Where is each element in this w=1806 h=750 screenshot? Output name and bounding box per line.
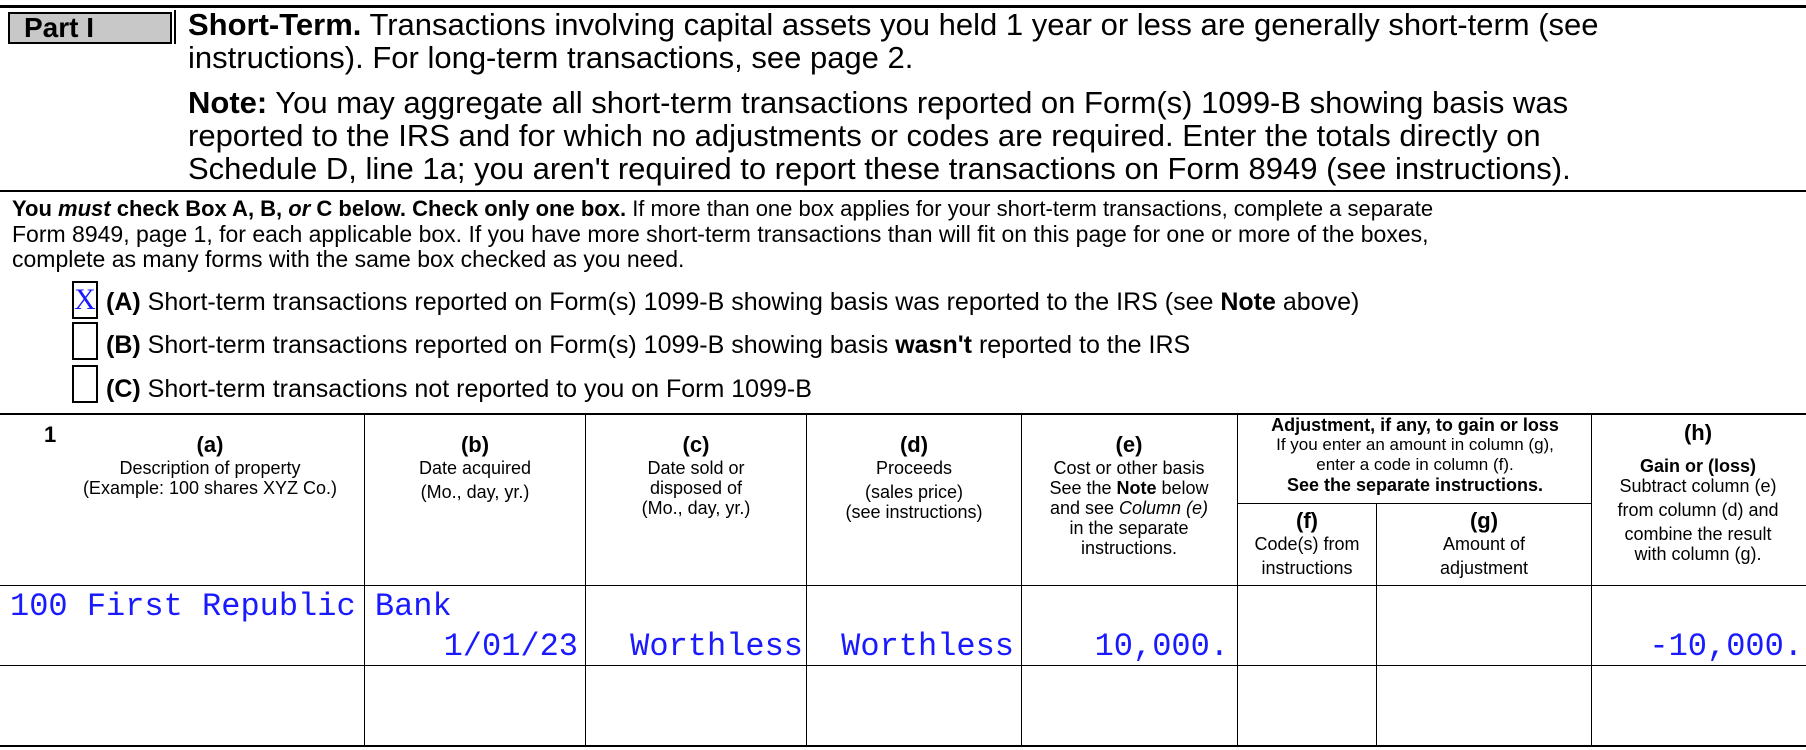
instruction-line3: complete as many forms with the same box checked as you need. [12, 246, 685, 272]
table-row-rule [0, 665, 1806, 666]
col-e-header: (e) Cost or other basis See the Note below and see Column (e) in the separate instructions. [1049, 432, 1209, 558]
instruction-line1: You must check Box A, B, or C below. Check only one box. If more than one box applies for your short-term transactions, complete a separate [12, 196, 1434, 221]
col-c-header: (c) Date sold or disposed of (Mo., day, yr.) [641, 432, 751, 518]
checkbox-a-label: (A) Short-term transactions reported on Form(s) 1099-B showing basis was reported to the IRS (see Note above) [106, 288, 1360, 316]
checkbox-c-label: (C) Short-term transactions not reported to you on Form 1099-B [106, 375, 812, 403]
row1-cost-basis[interactable]: 10,000. [1094, 628, 1229, 665]
col-f-header: (f) Code(s) from instructions [1254, 508, 1360, 578]
checkbox-b-label: (B) Short-term transactions reported on Form(s) 1099-B showing basis wasn't reported to the IRS [106, 331, 1191, 359]
col-divider-e [1021, 413, 1022, 747]
col-b-header: (b) Date acquired (Mo., day, yr.) [418, 432, 532, 502]
table-bottom-rule [0, 745, 1806, 747]
adjustment-subrule [1237, 503, 1591, 504]
col-divider-d [806, 413, 807, 747]
title-text: Transactions involving capital assets you held 1 year or less are generally short-term (see [361, 7, 1599, 42]
section-rule [0, 190, 1806, 192]
note-line1: Note: You may aggregate all short-term transactions reported on Form(s) 1099-B showing basis was [188, 85, 1569, 120]
adjustment-header: Adjustment, if any, to gain or loss If you enter an amount in column (g), enter a code in column (f). See the separate instructions. [1271, 415, 1559, 495]
row1-proceeds[interactable]: Worthless [841, 628, 1014, 665]
section-title-line2: instructions). For long-term transactions, see page 2. [188, 40, 914, 75]
note-line3: Schedule D, line 1a; you aren't required to report these transactions on Form 8949 (see instructions). [188, 151, 1571, 186]
line-number: 1 [44, 422, 57, 447]
col-a-header: (a) Description of property (Example: 100 shares XYZ Co.) [82, 432, 338, 498]
col-h-header: (h) Gain or (loss) Subtract column (e) from column (d) and combine the result with column (g). [1617, 420, 1779, 564]
row1-date-sold[interactable]: Worthless [630, 628, 803, 665]
row1-description[interactable]: 100 First Republic Bank [10, 588, 452, 625]
instruction-line2: Form 8949, page 1, for each applicable box. If you have more short-term transactions than will fit on this page for one or more of the boxes, [12, 221, 1429, 247]
part-separator [174, 10, 176, 44]
col-divider-f [1237, 413, 1238, 747]
note-bold: Note: [188, 85, 268, 120]
col-divider-g [1376, 503, 1377, 747]
section-title [188, 8, 1798, 41]
title-bold: Short-Term. [188, 7, 362, 42]
col-g-header: (g) Amount of adjustment [1439, 508, 1529, 578]
table-header-bottom-rule [0, 585, 1806, 586]
checkbox-b[interactable] [72, 322, 98, 360]
col-divider-b [364, 413, 365, 747]
col-d-header: (d) Proceeds (sales price) (see instructions) [845, 432, 983, 522]
row1-date-acquired[interactable]: 1/01/23 [443, 628, 578, 665]
row1-gain-loss[interactable]: -10,000. [1649, 628, 1803, 665]
part-label: Part I [8, 12, 172, 44]
checkbox-c[interactable] [72, 365, 98, 403]
col-divider-h [1591, 413, 1592, 747]
col-divider-c [585, 413, 586, 747]
note-line2: reported to the IRS and for which no adjustments or codes are required. Enter the totals directly on [188, 118, 1541, 153]
checkbox-a[interactable]: X [72, 281, 98, 319]
